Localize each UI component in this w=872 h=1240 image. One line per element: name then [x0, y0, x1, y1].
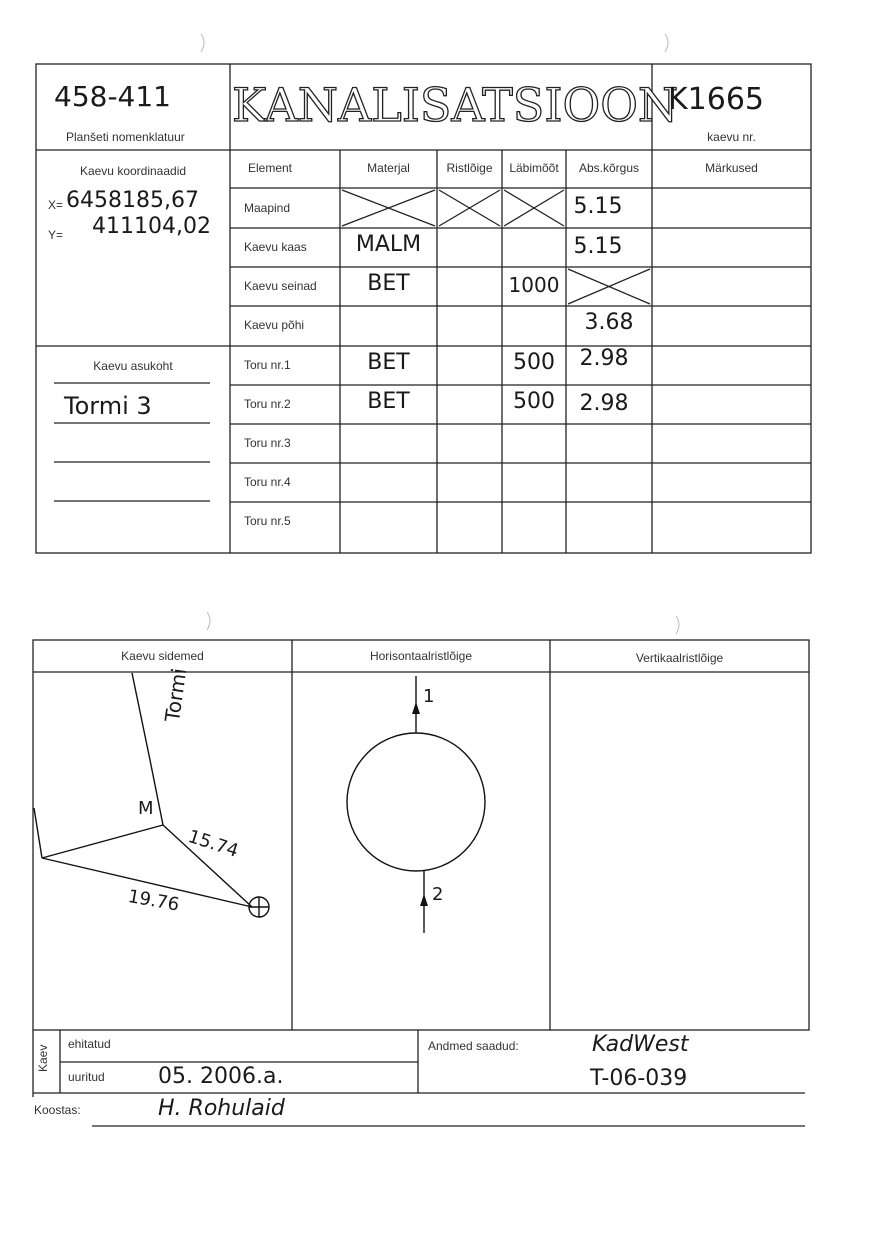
x-coordinate-value: 6458185,67 — [66, 188, 199, 213]
col-header-abs-height: Abs.kõrgus — [578, 161, 640, 175]
nomenclature-value: 458-411 — [54, 80, 171, 113]
row-diameter: 500 — [513, 350, 555, 375]
data-source-code: T-06-039 — [590, 1066, 688, 1091]
location-label: Kaevu asukoht — [93, 359, 173, 373]
ties-section-label: Kaevu sidemed — [121, 649, 204, 663]
row-material: MALM — [355, 232, 422, 257]
row-element: Toru nr.3 — [244, 436, 291, 450]
location-value: Tormi 3 — [64, 392, 152, 420]
well-side-label: Kaev — [36, 1044, 50, 1072]
row-element: Kaevu põhi — [244, 318, 305, 332]
street-name-label: Tormi — [160, 666, 192, 724]
row-diameter: 1000 — [508, 273, 560, 297]
row-element: Maapind — [244, 201, 291, 215]
pipe-2-label: 2 — [432, 884, 444, 905]
col-header-cross-section: Ristlõige — [446, 161, 493, 175]
row-abs-height: 2.98 — [579, 391, 629, 416]
row-element: Toru nr.2 — [244, 397, 291, 411]
y-coordinate-value: 411104,02 — [92, 214, 211, 239]
row-element: Toru nr.5 — [244, 514, 291, 528]
data-source-value: KadWest — [592, 1032, 689, 1057]
row-abs-height: 3.68 — [584, 310, 634, 335]
vertical-section-label: Vertikaalristlõige — [635, 651, 724, 665]
tie-point-label: M — [138, 798, 154, 819]
row-element: Toru nr.4 — [244, 475, 291, 489]
row-diameter: 500 — [513, 389, 555, 414]
compiled-by-value: H. Rohulaid — [158, 1096, 285, 1121]
row-material: BET — [367, 389, 410, 414]
coordinates-label: Kaevu koordinaadid — [79, 164, 187, 178]
well-number-value: K1665 — [668, 82, 765, 117]
surveyed-value: 05. 2006.a. — [158, 1064, 284, 1089]
row-material: BET — [367, 271, 410, 296]
distance-2-label: 19.76 — [126, 886, 181, 916]
compiled-by-label: Koostas: — [34, 1103, 81, 1117]
col-header-notes: Märkused — [705, 161, 758, 175]
row-abs-height: 5.15 — [573, 234, 623, 259]
x-prefix: X= — [48, 198, 64, 212]
row-element: Toru nr.1 — [244, 358, 291, 372]
col-header-material: Materjal — [367, 161, 410, 175]
distance-1-label: 15.74 — [185, 826, 242, 862]
row-abs-height: 5.15 — [573, 194, 623, 219]
built-label: ehitatud — [68, 1037, 111, 1051]
pipe-1-label: 1 — [423, 686, 435, 707]
data-source-label: Andmed saadud: — [428, 1039, 519, 1053]
y-prefix: Y= — [48, 228, 64, 242]
row-material: BET — [367, 350, 410, 375]
well-number-label: kaevu nr. — [707, 130, 756, 144]
horizontal-section-label: Horisontaalristlõige — [369, 649, 473, 663]
row-abs-height: 2.98 — [579, 346, 629, 371]
row-element: Kaevu seinad — [244, 279, 317, 293]
col-header-diameter: Läbimõõt — [509, 161, 559, 175]
col-header-element: Element — [247, 161, 293, 175]
surveyed-label: uuritud — [68, 1070, 105, 1084]
nomenclature-label: Planšeti nomenklatuur — [66, 130, 185, 144]
row-element: Kaevu kaas — [244, 240, 307, 254]
page-title: KANALISATSIOON — [232, 78, 679, 132]
